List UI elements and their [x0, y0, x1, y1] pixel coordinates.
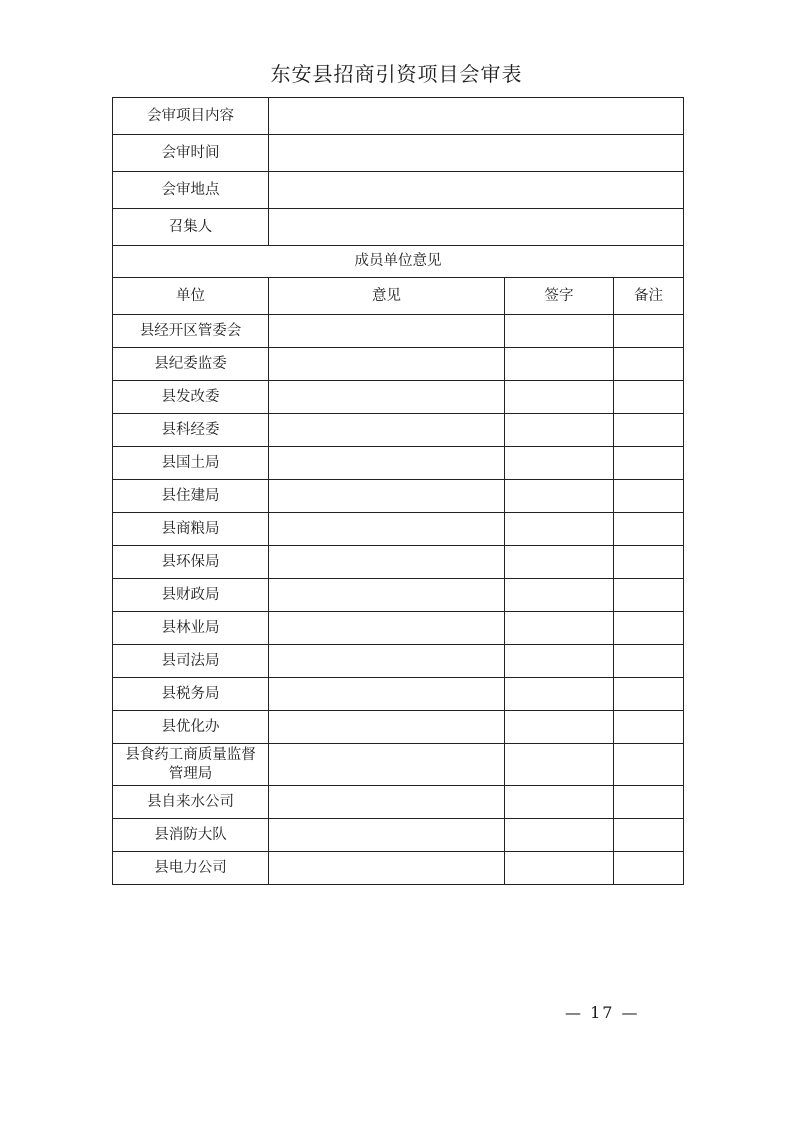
- unit-row: [113, 480, 684, 513]
- remarks-cell[interactable]: [614, 315, 684, 348]
- unit-name: 县纪委监委: [113, 348, 269, 381]
- unit-row: [113, 381, 684, 414]
- column-header-signature: 签字: [505, 278, 614, 315]
- page-number: — 17 —: [565, 1003, 640, 1022]
- remarks-cell[interactable]: [614, 744, 684, 786]
- remarks-cell[interactable]: [614, 612, 684, 645]
- review-time-field[interactable]: [269, 135, 684, 172]
- unit-name: 县税务局: [113, 678, 269, 711]
- header-label: 会审地点: [113, 172, 269, 209]
- remarks-cell[interactable]: [614, 579, 684, 612]
- remarks-cell[interactable]: [614, 414, 684, 447]
- review-location-field[interactable]: [269, 172, 684, 209]
- remarks-cell[interactable]: [614, 480, 684, 513]
- unit-row: [113, 513, 684, 546]
- signature-cell[interactable]: [505, 513, 614, 546]
- unit-row: [113, 819, 684, 852]
- column-header-remarks: 备注: [614, 278, 684, 315]
- remarks-cell[interactable]: [614, 852, 684, 885]
- opinion-cell[interactable]: [269, 381, 505, 414]
- column-header-unit: 单位: [113, 278, 269, 315]
- signature-cell[interactable]: [505, 546, 614, 579]
- header-label: 召集人: [113, 209, 269, 246]
- signature-cell[interactable]: [505, 447, 614, 480]
- unit-name: 县食药工商质量监督管理局: [113, 744, 269, 786]
- remarks-cell[interactable]: [614, 819, 684, 852]
- convener-field[interactable]: [269, 209, 684, 246]
- unit-row: [113, 414, 684, 447]
- signature-cell[interactable]: [505, 645, 614, 678]
- column-header-opinion: 意见: [269, 278, 505, 315]
- remarks-cell[interactable]: [614, 645, 684, 678]
- unit-row: [113, 786, 684, 819]
- section-row: [113, 246, 684, 278]
- remarks-cell[interactable]: [614, 381, 684, 414]
- opinion-cell[interactable]: [269, 645, 505, 678]
- signature-cell[interactable]: [505, 480, 614, 513]
- unit-rows: [113, 315, 684, 885]
- signature-cell[interactable]: [505, 744, 614, 786]
- unit-name: 县财政局: [113, 579, 269, 612]
- remarks-cell[interactable]: [614, 447, 684, 480]
- opinion-cell[interactable]: [269, 315, 505, 348]
- remarks-cell[interactable]: [614, 546, 684, 579]
- unit-row: [113, 852, 684, 885]
- signature-cell[interactable]: [505, 381, 614, 414]
- unit-name: 县优化办: [113, 711, 269, 744]
- remarks-cell[interactable]: [614, 678, 684, 711]
- signature-cell[interactable]: [505, 711, 614, 744]
- opinion-cell[interactable]: [269, 447, 505, 480]
- signature-cell[interactable]: [505, 678, 614, 711]
- unit-name: 县商粮局: [113, 513, 269, 546]
- unit-row: [113, 711, 684, 744]
- unit-row: [113, 447, 684, 480]
- unit-name: 县环保局: [113, 546, 269, 579]
- opinion-cell[interactable]: [269, 414, 505, 447]
- opinion-cell[interactable]: [269, 819, 505, 852]
- unit-name: 县林业局: [113, 612, 269, 645]
- signature-cell[interactable]: [505, 315, 614, 348]
- unit-row: [113, 546, 684, 579]
- section-title: 成员单位意见: [113, 246, 684, 278]
- opinion-cell[interactable]: [269, 852, 505, 885]
- unit-row: [113, 678, 684, 711]
- unit-row: [113, 579, 684, 612]
- unit-name: 县国土局: [113, 447, 269, 480]
- opinion-cell[interactable]: [269, 612, 505, 645]
- header-row: [113, 209, 684, 246]
- header-label: 会审时间: [113, 135, 269, 172]
- unit-name: 县电力公司: [113, 852, 269, 885]
- signature-cell[interactable]: [505, 612, 614, 645]
- signature-cell[interactable]: [505, 579, 614, 612]
- unit-row: [113, 315, 684, 348]
- remarks-cell[interactable]: [614, 711, 684, 744]
- unit-name: 县司法局: [113, 645, 269, 678]
- signature-cell[interactable]: [505, 852, 614, 885]
- opinion-cell[interactable]: [269, 786, 505, 819]
- unit-name: 县住建局: [113, 480, 269, 513]
- page-title: 东安县招商引资项目会审表: [270, 62, 523, 86]
- remarks-cell[interactable]: [614, 348, 684, 381]
- header-row: [113, 135, 684, 172]
- opinion-cell[interactable]: [269, 711, 505, 744]
- unit-row: [113, 744, 684, 786]
- remarks-cell[interactable]: [614, 786, 684, 819]
- opinion-cell[interactable]: [269, 348, 505, 381]
- opinion-cell[interactable]: [269, 480, 505, 513]
- unit-row: [113, 348, 684, 381]
- opinion-cell[interactable]: [269, 579, 505, 612]
- opinion-cell[interactable]: [269, 513, 505, 546]
- unit-name: 县消防大队: [113, 819, 269, 852]
- column-header-row: [113, 278, 684, 315]
- unit-name: 县经开区管委会: [113, 315, 269, 348]
- opinion-cell[interactable]: [269, 744, 505, 786]
- header-row: [113, 172, 684, 209]
- signature-cell[interactable]: [505, 786, 614, 819]
- opinion-cell[interactable]: [269, 678, 505, 711]
- unit-row: [113, 645, 684, 678]
- remarks-cell[interactable]: [614, 513, 684, 546]
- unit-name: 县自来水公司: [113, 786, 269, 819]
- signature-cell[interactable]: [505, 819, 614, 852]
- review-form-table: [112, 97, 684, 885]
- unit-row: [113, 612, 684, 645]
- unit-name: 县发改委: [113, 381, 269, 414]
- signature-cell[interactable]: [505, 348, 614, 381]
- unit-name: 县科经委: [113, 414, 269, 447]
- opinion-cell[interactable]: [269, 546, 505, 579]
- header-row: [113, 98, 684, 135]
- signature-cell[interactable]: [505, 414, 614, 447]
- project-content-field[interactable]: [269, 98, 684, 135]
- header-label: 会审项目内容: [113, 98, 269, 135]
